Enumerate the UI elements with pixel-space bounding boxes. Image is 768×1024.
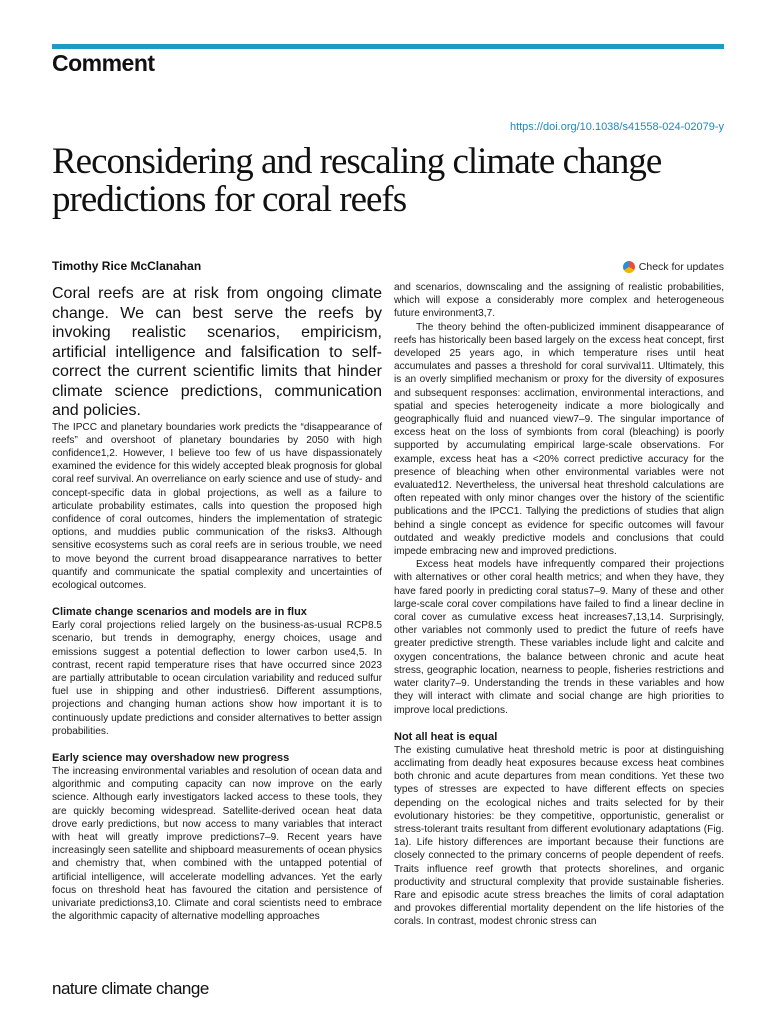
author-name: Timothy Rice McClanahan [52, 259, 202, 273]
body-paragraph: The existing cumulative heat threshold metric is poor at distinguishing acclimating from deadly heat exposures because excess heat combines both chronic and acute departures from mean conditions. Yet these two types of stresses are expected to have different effects on species depending on the ecological niches and traits selected for by their evolutionary histories: be they competitive, opportunistic, generalist or stress-tolerant traits resultant from different evolutionary adaptations (Fig. 1a). Life history differences are important because their functions are closely connected to the primary concerns of people dependent of reefs. Traits influence reef growth that protects shorelines, and organic productivity and structural complexity that provide sustainable fisheries. Rare and episodic acute stress breaches the limits of coral adaptation and provokes differential mortality dependent on the life histories of the corals. In contrast, modest chronic stress can [394, 744, 724, 928]
doi-link[interactable]: https://doi.org/10.1038/s41558-024-02079-y [509, 121, 724, 133]
accent-rule [52, 44, 724, 49]
body-paragraph: and scenarios, downscaling and the assigning of realistic probabilities, which will expose a considerably more complex and heterogeneous future environment3,7. [394, 282, 724, 320]
body-paragraph: Excess heat models have infrequently compared their projections with alternatives or other coral health metrics; and when they have, they have fared poorly in predicting coral status7–9. Many of these and other large-scale coral cover compilations have failed to find a linear decline in coral cover as cumulative excess heat increases7,13,14. Surprisingly, other variables not commonly used to predict the future of reefs have greater predictive strength. These variables include light and calcite and oxygen concentrations, the balance between chronic and acute heat stress, geographic location, nearness to people, fisheries restrictions and water clarity7–9. Understanding the trends in these variables and how they will interact with climate and social change are high priorities to improve local predictions. [394, 559, 724, 716]
section-label: Comment [52, 50, 155, 76]
section-heading: Climate change scenarios and models are in flux [52, 606, 307, 619]
check-updates-label: Check for updates [638, 261, 724, 273]
section-heading: Not all heat is equal [394, 730, 498, 743]
journal-name: nature climate change [52, 979, 209, 998]
body-paragraph: The increasing environmental variables and resolution of ocean data and algorithmic and computing capacity can now improve on the early science. Although early investigators lacked access to these tools, they are quickly becoming widespread. Satellite-derived ocean heat data drove early predictions, but now access to many variables that interact with heat will greatly improve predictions7–9. Recent years have increasingly seen satellite and shipboard measurements of ocean physics and chemistry that, when combined with the untapped potential of artificial intelligence, will accelerate modelling advances. Yet the early focus on threshold heat has favoured the citation and persistence of univariate predictions3,10. Climate and coral scientists need to embrace the algorithmic capacity of alternative modelling approaches [52, 765, 382, 923]
body-paragraph: The theory behind the often-publicized imminent disappearance of reefs has historically been based largely on the excess heat concept, first developed 25 years ago, in which temperature rises until heat accumulates and passes a threshold for coral survival11. Ultimately, this is an overly simplified mechanism or proxy for the diversity of exposures and subsequent responses: acclimation, environmental interactions, and spatial and species heterogeneity indicate a more biologically and geographically fluid and nuanced view7–9. The singular importance of excess heat on the loss of symbionts from coral (bleaching) is poorly supported by accumulating empirical large-scale observations. For example, excess heat has a <20% correct predictive accuracy for the presence of bleaching when other environmental variables were not evaluated12. Nevertheless, the universal heat threshold calculations are often repeated with only minor changes over the history of the scientific publications and the IPCC1. Tallying the predictions of studies that align behind a single concept as evidence for specific outcomes will favour outdated and weakly predictive models and conclusions that could impede embracing new and improved predictions. [394, 321, 724, 558]
crossmark-icon [623, 261, 635, 273]
body-paragraph: Early coral projections relied largely on the business-as-usual RCP8.5 scenario, but trends in demography, energy choices, usage and emissions suggest a potential deflection to lower carbon use4,5. In contrast, recent rapid temperature rises that have occurred since 2023 are partially attributable to ocean circulation variability and reduced sulfur fuel use in shipping and other industries6. Different assumptions, projections and changing human actions show how important it is to continuously update predictions and consider alternatives to better assign probabilities. [52, 620, 382, 737]
section-heading: Early science may overshadow new progress [52, 751, 290, 764]
check-updates-button[interactable] [623, 261, 724, 273]
left-column [52, 284, 382, 923]
body-paragraph: The IPCC and planetary boundaries work predicts the “disappearance of reefs” and overshoot of planetary boundaries by 2050 with high confidence1,2. However, I believe too few of us have dispassionately examined the evidence for this widely accepted bleak prognosis for global coral reef survival. An overreliance on early science and use of study- and concept-specific data in global projections, as well as a failure to articulate probability estimates, calls into question the proposed high confidence of coral outcomes, hinders the implementation of strategic options, and muddies public communication of the risks3. Although sensitive ecosystems such as coral reefs are in serious trouble, we need to move beyond the current broad disappearance narratives to better quantify and communicate the spatial complexity and uncertainties of ecological outcomes. [52, 421, 382, 591]
right-column [394, 281, 724, 929]
standfirst: Coral reefs are at risk from ongoing climate change. We can best serve the reefs by invoking realistic scenarios, empiricism, artificial intelligence and falsification to self-correct the current scientific limits that hinder climate science predictions, communication and policies. [52, 285, 382, 419]
article-title: Reconsidering and rescaling climate change predictions for coral reefs [52, 141, 662, 220]
